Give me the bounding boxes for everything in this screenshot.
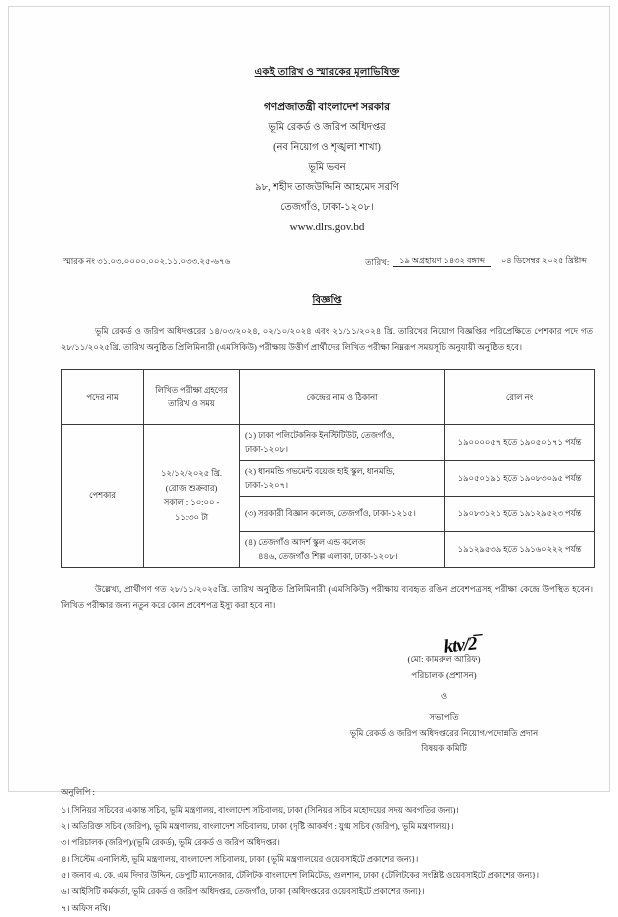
header-underline-note: একই তারিখ ও স্মারকের মূলাভিষিক্ত	[57, 65, 597, 82]
exam-datetime-cell	[144, 425, 240, 568]
roll-range-cell: ১৯১২৯৫৩৯ হতে ১৯১৬০২২২ পর্যন্ত	[445, 532, 595, 568]
signatory-chair: সভাপতি	[350, 711, 539, 725]
section-name: (নব নিয়োগ ও শৃঙ্খলা শাখা)	[57, 140, 597, 157]
exam-time-line2: ১১:৩০ টা	[149, 511, 234, 526]
directorate-name: ভূমি রেকর্ড ও জরিপ অধিদপ্তর	[57, 120, 597, 137]
date-gregorian: ০৪ ডিসেম্বর ২০২৫ খ্রিষ্টাব্দ	[495, 255, 593, 265]
paper-sheet	[8, 6, 610, 792]
paragraph-one: ভূমি রেকর্ড ও জরিপ অধিদপ্তরের ১৪/০৩/২০২৪, ০২/১০/২০২৪ এবং ২১/১১/২০২৪ খ্রি. তারিখের নিয়োগ বিজ্ঞপ্তির পরিপ্রেক্ষিতে পেশকার পদে গত ২৮/১১/২০২৫খ্রি. তারিখ অনুষ্ঠিত প্রিলিমিনারী (এমসিকিউ) পরীক্ষায় উত্তীর্ণ প্রার্থীদের লিখিত পরীক্ষা নিম্নরূপ সময়সূচি অনুযায়ী অনুষ্ঠিত হবে।	[57, 324, 597, 355]
centre-name: (১) ঢাকা পলিটেকনিক ইনস্টিটিউট, তেজগাঁও, ঢাকা-১২০৮।	[245, 431, 394, 453]
date-label: তারিখ:	[365, 247, 389, 270]
committee-line-one: ভূমি রেকর্ড ও জরিপ অধিদপ্তরের নিয়োগ/পদোন্নতি প্রদান	[350, 727, 539, 741]
date-stack	[393, 250, 593, 268]
table-header-roll: রোল নং	[445, 370, 595, 425]
exam-schedule-table	[61, 369, 595, 568]
memo-number: স্মারক নং ৩১.০৩.০০০০.০০২.১১.০৩৩.২৫-৬৭৬	[63, 255, 230, 269]
centre-name-sub: ৪৪৬, তেজগাঁও শিল্প এলাকা, ঢাকা-১২০৮।	[245, 550, 439, 563]
memo-date-row	[57, 247, 597, 281]
table-row	[62, 425, 595, 461]
centre-name: (২) ধানমন্ডি গভমেন্ট বয়েজ হাই স্কুল, ধানমন্ডি, ঢাকা-১২০৭।	[245, 467, 395, 489]
address-line: ৯৮, শহীদ তাজউদ্দিনি আহমেদ সরণি	[57, 180, 597, 197]
signatory-role: পরিচালক (প্রশাসন)	[350, 669, 539, 683]
list-item: ২। অতিরিক্ত সচিব (জরিপ), ভূমি মন্ত্রণালয়, বাংলাদেশ সচিবালয়, ঢাকা {দৃষ্টি আকর্ষণ : যুগ্ম সচিব (জরিপ), ভূমি মন্ত্রণালয়}।	[61, 819, 597, 835]
centre-name: (৩) সরকারী বিজ্ঞান কলেজ, তেজগাঁও, ঢাকা-১২১৫।	[245, 509, 416, 518]
centre-cell	[240, 461, 445, 497]
website-url[interactable]: www.dlrs.gov.bd	[57, 221, 597, 233]
exam-date: ১২/১২/২০২৫ খ্রি.	[149, 467, 234, 482]
roll-range-cell: ১৯০৫০১৯১ হতে ১৯০৮৩০৯৫ পর্যন্ত	[445, 461, 595, 497]
table-header-post: পদের নাম	[62, 370, 144, 425]
list-item: ৬। আইসিটি কর্মকর্তা, ভূমি রেকর্ড ও জরিপ অধিদপ্তর, তেজগাঁও, ঢাকা {অধিদপ্তরের ওয়েবসাইটে প্রকাশের জন্য}।	[61, 884, 597, 900]
signature-inner	[350, 636, 539, 756]
distribution-title: অনুলিপি :	[61, 786, 597, 800]
handwritten-signature: ktv/2̅	[365, 626, 555, 668]
table-header-date: লিখিত পরীক্ষা গ্রহণের তারিখ ও সময়	[144, 370, 240, 425]
date-bangla: ১৯ অগ্রহায়ণ ১৪৩২ বঙ্গাব্দ	[393, 256, 491, 267]
distribution-list	[57, 786, 597, 917]
signatory-name: (মো: কামরুল আরিফ)	[350, 653, 539, 667]
list-item: ১। সিনিয়র সচিবের একান্ত সচিব, ভূমি মন্ত্রণালয়, বাংলাদেশ সচিবালয়, ঢাকা (সিনিয়র সচিব মহোদয়ের সদয় অবগতির জন্য)।	[61, 803, 597, 819]
signature-block	[57, 636, 597, 756]
document-body	[57, 7, 597, 917]
exam-day: (রোজ শুক্রবার)	[149, 482, 234, 497]
table-header-centre: কেন্দ্রের নাম ও ঠিকানা	[240, 370, 445, 425]
roll-range-cell: ১৯০৮৩১২১ হতে ১৯১২৯৫২৩ পর্যন্ত	[445, 497, 595, 532]
centre-cell	[240, 425, 445, 461]
list-item: ৩। পরিচালক (জরিপ)/(ভূমি রেকর্ড), ভূমি রেকর্ড ও জরিপ অধিদপ্তর।	[61, 835, 597, 851]
list-item: ৫। জনাব এ. কে. এম দিদার উদ্দিন, ডেপুটি ম্যানেজার, টেলিটক বাংলাদেশ লিমিটেড, গুলশান, ঢাকা {টেলিটকের সংশ্লিষ্ট ওয়েবসাইটে প্রকাশের জন্য}।	[61, 868, 597, 884]
post-name-cell: পেশকার	[62, 425, 144, 568]
date-block	[365, 247, 593, 270]
centre-cell	[240, 497, 445, 532]
centre-cell	[240, 532, 445, 568]
exam-time-line1: সকাল : ১০:০০ -	[149, 496, 234, 511]
committee-line-two: বিষয়ক কমিটি	[350, 742, 539, 756]
signatory-conjunction: ও	[350, 690, 539, 704]
area-line: তেজগাঁও, ঢাকা-১২০৮।	[57, 200, 597, 217]
table-header-row	[62, 370, 595, 425]
list-item: ৪। সিস্টেম এনালিস্ট, ভূমি মন্ত্রণালয়, বাংলাদেশ সচিবালয়, ঢাকা {ভূমি মন্ত্রণালয়ের ওয়েবসাইটে প্রকাশের জন্য}।	[61, 852, 597, 868]
paragraph-two: উল্লেখ্য, প্রার্থীগণ গত ২৮/১১/২০২৫খ্রি. তারিখ অনুষ্ঠিত প্রিলিমিনারী (এমসিকিউ) পরীক্ষায় ব্যবহৃত রঙিন প্রবেশপত্রসহ পরীক্ষা কেন্দ্রে উপস্থিত হবেন। লিখিত পরীক্ষার জন্য নতুন করে কোন প্রবেশপত্র ইস্যু করা হবে না।	[57, 582, 597, 613]
government-name: গণপ্রজাতন্ত্রী বাংলাদেশ সরকার	[57, 100, 597, 117]
notice-title: বিজ্ঞপ্তি	[57, 293, 597, 310]
roll-range-cell: ১৯০০০০৫৭ হতে ১৯০৫০১৭১ পর্যন্ত	[445, 425, 595, 461]
building-name: ভূমি ভবন	[57, 160, 597, 177]
centre-name: (৪) তেজগাঁও আদর্শ স্কুল এন্ড কলেজ	[245, 538, 365, 547]
list-item: ৭। অফিস নথি।	[61, 901, 597, 917]
